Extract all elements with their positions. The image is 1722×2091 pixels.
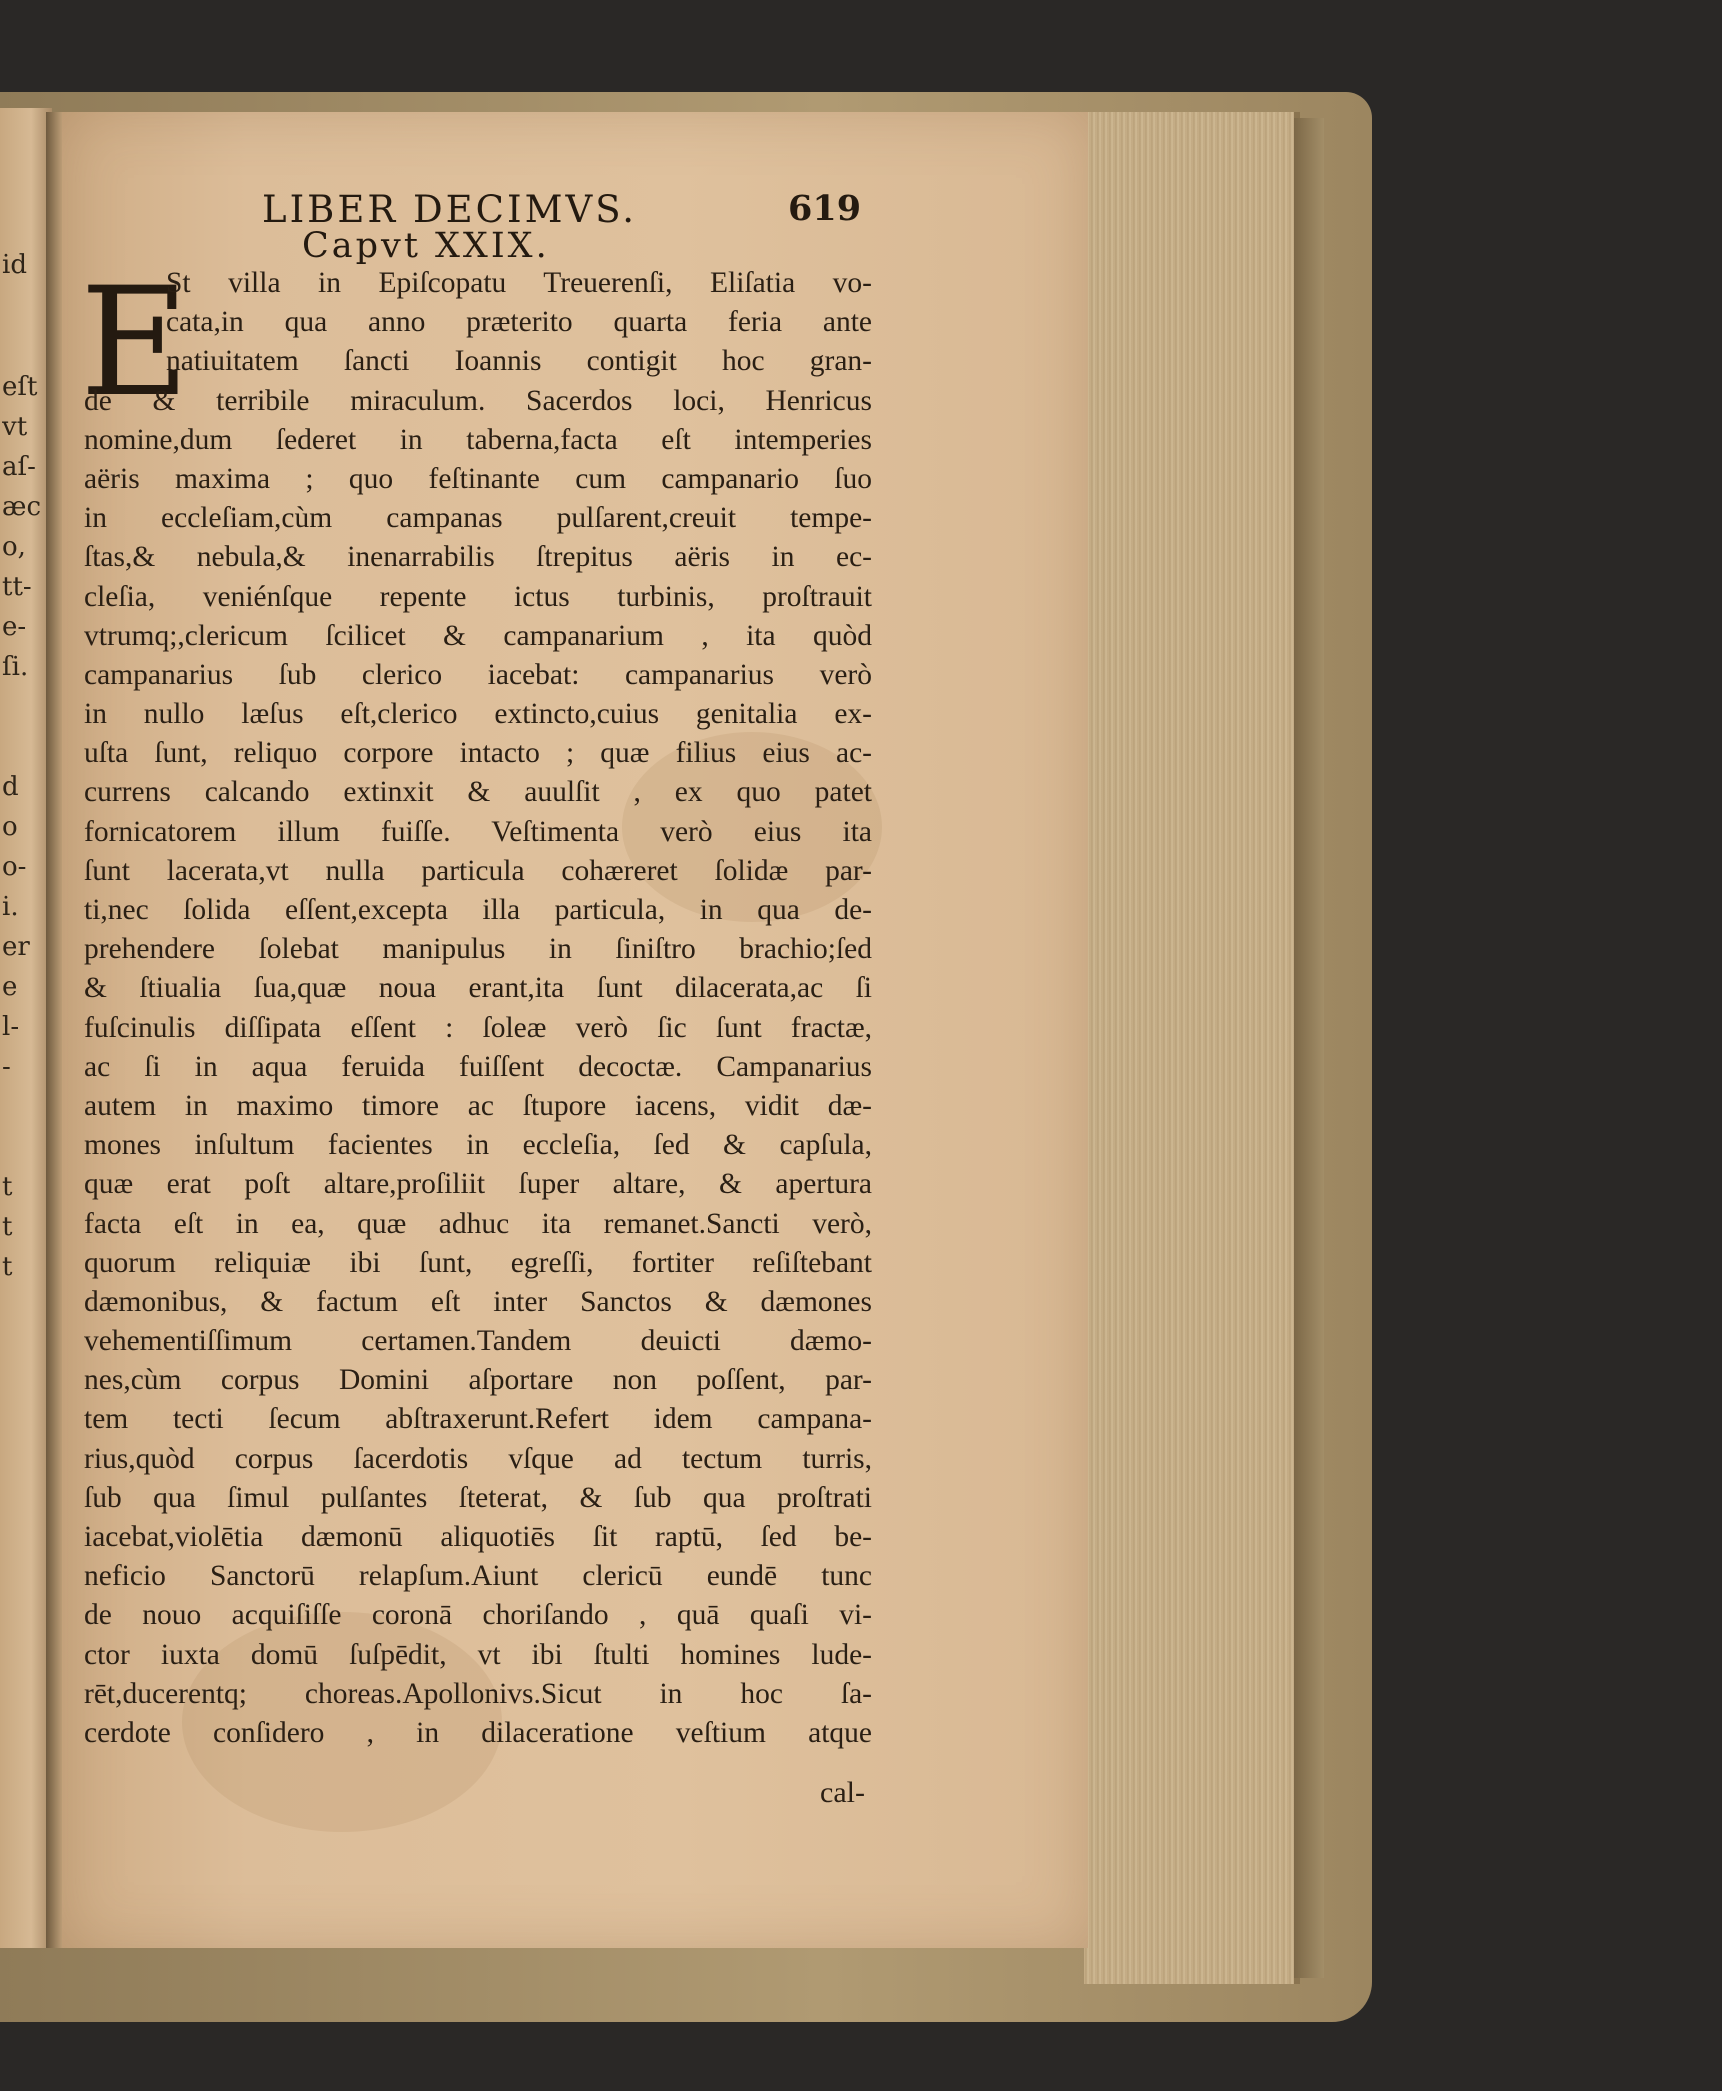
- text-line: de & terribile miraculum. Sacerdos loci, Henricus: [84, 384, 872, 417]
- text-line: & ſtiualia ſua,quæ noua erant,ita ſunt dilacerata,ac ſi: [84, 972, 872, 1005]
- text-line: mones inſultum facientes in eccleſia, ſed & capſula,: [84, 1129, 872, 1162]
- text-line: tem tecti ſecum abſtraxerunt.Refert idem campana-: [84, 1403, 872, 1436]
- text-line: ti,nec ſolida eſſent,excepta illa particula, in qua de-: [84, 894, 872, 926]
- left-page-fragment: æc: [2, 492, 41, 522]
- text-line: facta eſt in ea, quæ adhuc ita remanet.Sancti verò,: [84, 1207, 872, 1240]
- text-line: rēt,ducerentq; choreas.Apollonivs.Sicut in hoc ſa-: [84, 1677, 872, 1710]
- left-page-fragment: eſt: [2, 372, 38, 402]
- text-line: ctor iuxta domū ſuſpēdit, vt ibi ſtulti homines lude-: [84, 1638, 872, 1671]
- text-line: aëris maxima ; quo feſtinante cum campanario ſuo: [84, 462, 872, 495]
- left-page-fragment: id: [2, 250, 27, 280]
- text-line: ſunt lacerata,vt nulla particula cohæreret ſolidæ par-: [84, 854, 872, 887]
- left-page-fragment: t: [2, 1212, 13, 1242]
- page-number: 619: [788, 188, 862, 229]
- text-line: rius,quòd corpus ſacerdotis vſque ad tectum turris,: [84, 1442, 872, 1475]
- page-edges: [1084, 112, 1300, 1984]
- text-line: natiuitatem ſancti Ioannis contigit hoc gran-: [166, 345, 872, 378]
- text-line: ſub qua ſimul pulſantes ſteterat, & ſub qua proſtrati: [84, 1481, 872, 1514]
- text-line: St villa in Epiſcopatu Treuerenſi, Eliſatia vo-: [166, 267, 872, 299]
- text-line: dæmonibus, & factum eſt inter Sanctos & dæmones: [84, 1285, 872, 1318]
- text-line: quorum reliquiæ ibi ſunt, egreſſi, fortiter reſiſtebant: [84, 1246, 872, 1279]
- left-page-fragment: vt: [2, 412, 28, 442]
- text-line: cerdote conſidero , in dilaceratione veſtium atque: [84, 1716, 872, 1749]
- text-line: in eccleſiam,cùm campanas pulſarent,creuit tempe-: [84, 502, 872, 535]
- left-page-fragment: t: [2, 1172, 13, 1202]
- left-page-fragment: i.: [2, 892, 19, 922]
- text-line: autem in maximo timore ac ſtupore iacens, vidit dæ-: [84, 1089, 872, 1122]
- binding-edge: [1294, 118, 1324, 1978]
- text-line: cata,in qua anno præterito quarta feria ante: [166, 306, 872, 339]
- text-line: nomine,dum ſederet in taberna,facta eſt intemperies: [84, 423, 872, 456]
- text-line: currens calcando extinxit & auulſit , ex quo patet: [84, 776, 872, 809]
- left-page-fragment: t: [2, 1252, 13, 1282]
- left-page-fragment: er: [2, 932, 30, 962]
- text-line: uſta ſunt, reliquo corpore intacto ; quæ filius eius ac-: [84, 737, 872, 770]
- text-line: nes,cùm corpus Domini aſportare non poſſent, par-: [84, 1364, 872, 1397]
- left-page-fragment: d: [2, 772, 19, 802]
- text-line: vtrumq;,clericum ſcilicet & campanarium , ita quòd: [84, 619, 872, 652]
- text-line: ac ſi in aqua feruida fuiſſent decoctæ. Campanarius: [84, 1050, 872, 1083]
- left-page-fragment: e: [2, 972, 18, 1002]
- text-line: neficio Sanctorū relapſum.Aiunt clericū eundē tunc: [84, 1560, 872, 1593]
- text-line: vehementiſſimum certamen.Tandem deuicti dæmo-: [84, 1325, 872, 1358]
- left-page-fragment: o: [2, 812, 18, 842]
- text-line: quæ erat poſt altare,proſiliit ſuper altare, & apertura: [84, 1168, 872, 1201]
- left-page-fragment: e-: [2, 612, 27, 642]
- text-line: prehendere ſolebat manipulus in ſiniſtro brachio;ſed: [84, 933, 872, 966]
- running-head: LIBER DECIMVS.: [262, 188, 637, 231]
- text-line: in nullo læſus eſt,clerico extincto,cuius genitalia ex-: [84, 698, 872, 731]
- text-line: ſtas,& nebula,& inenarrabilis ſtrepitus aëris in ec-: [84, 541, 872, 574]
- text-line: iacebat,violētia dæmonū aliquotiēs ſit raptū, ſed be-: [84, 1521, 872, 1553]
- left-page-fragment: aſ-: [2, 452, 36, 482]
- text-line: cleſia, veniénſque repente ictus turbinis, proſtrauit: [84, 580, 872, 613]
- text-line: de nouo acquiſiſſe coronā choriſando , quā quaſi vi-: [84, 1599, 872, 1632]
- left-page-fragment: ſi.: [2, 652, 29, 682]
- body-text: [84, 264, 872, 1753]
- text-line: fuſcinulis diſſipata eſſent : ſoleæ verò ſic ſunt fractæ,: [84, 1011, 872, 1044]
- catchword: cal-: [820, 1776, 865, 1809]
- left-page-fragment: o,: [2, 532, 26, 562]
- left-page-fragment: o-: [2, 852, 27, 882]
- left-page-fragment: tt-: [2, 572, 32, 602]
- text-line: fornicatorem illum fuiſſe. Veſtimenta verò eius ita: [84, 815, 872, 848]
- chapter-heading: Capvt XXIX.: [302, 226, 550, 266]
- text-line: campanarius ſub clerico iacebat: campanarius verò: [84, 658, 872, 691]
- left-page-fragment: l-: [2, 1012, 20, 1042]
- drop-cap: E: [80, 256, 190, 430]
- left-page-fragment: -: [2, 1052, 11, 1082]
- left-page: [0, 108, 52, 1948]
